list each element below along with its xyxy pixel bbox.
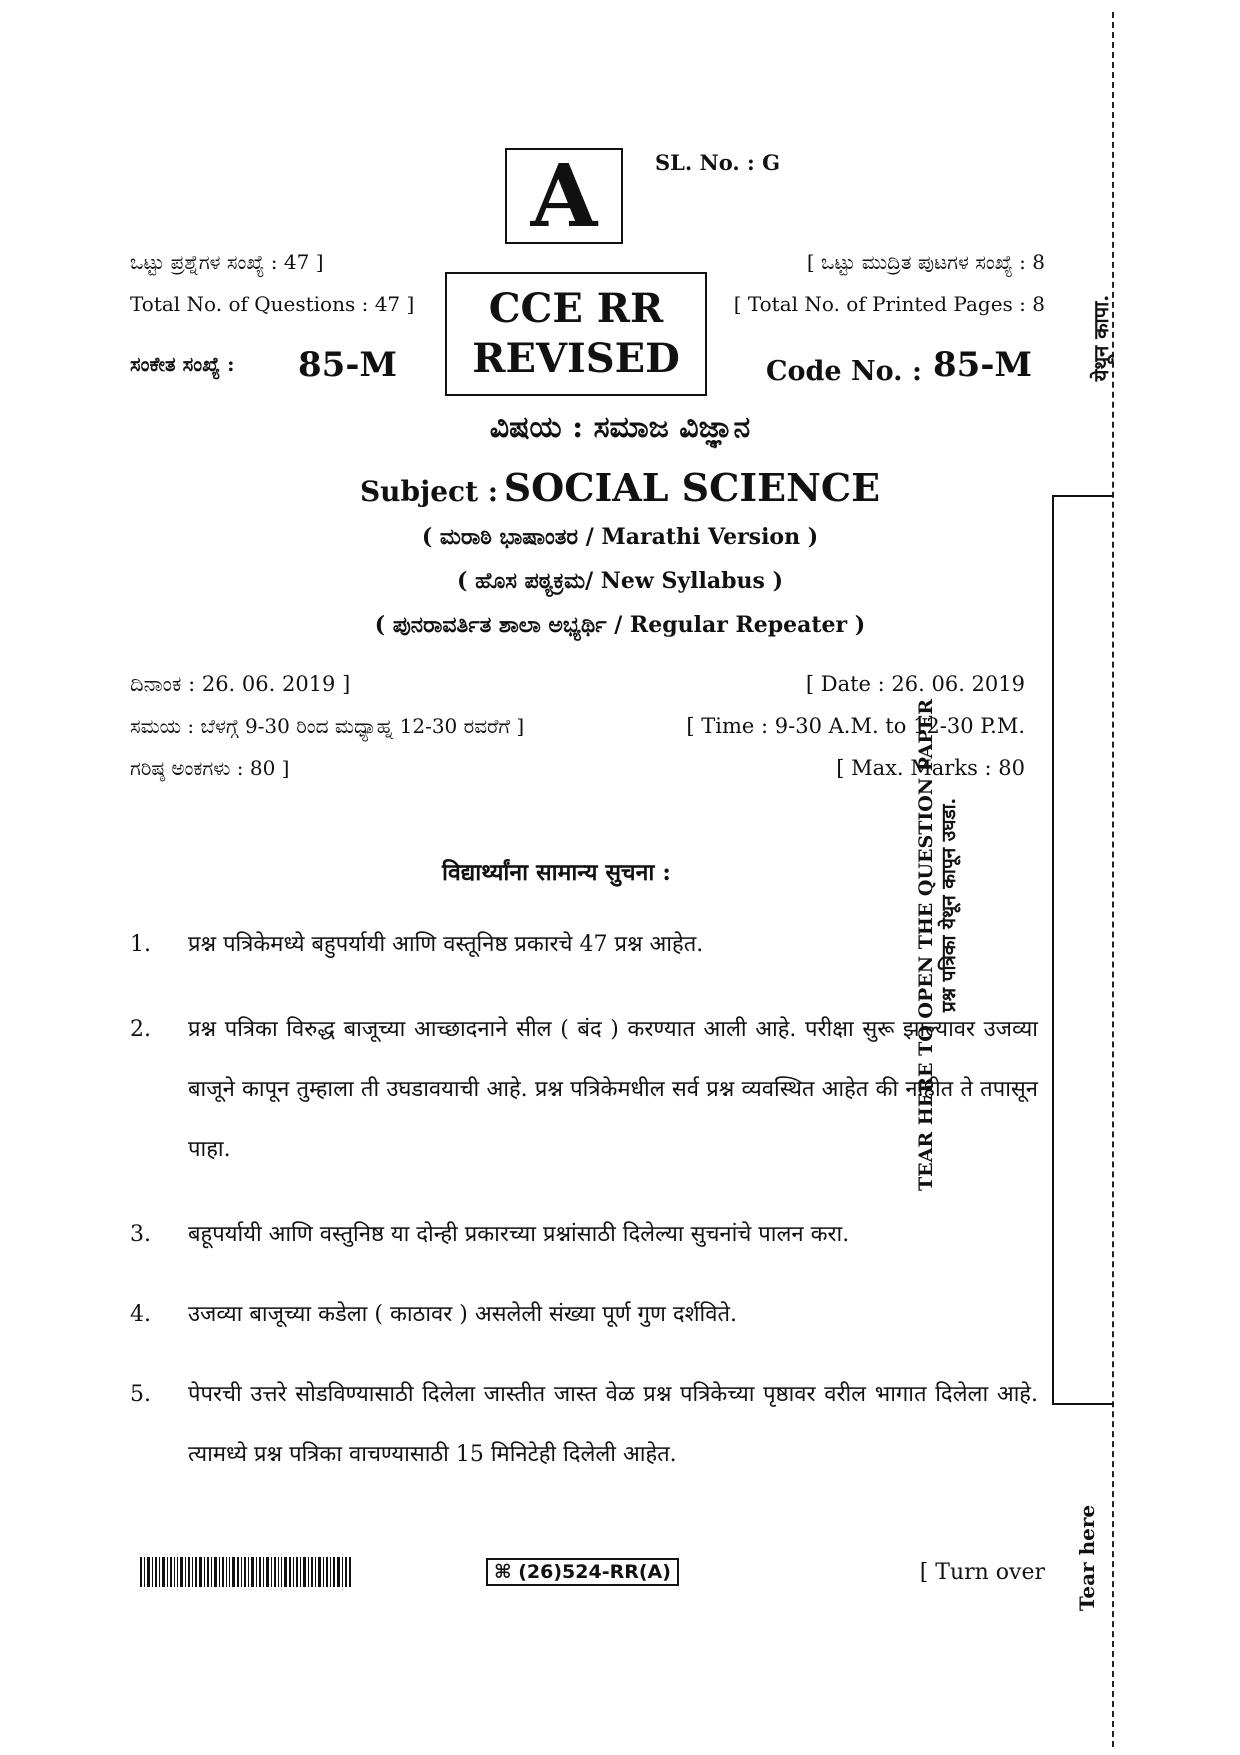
version-letter: A bbox=[530, 145, 598, 247]
instruction-number: 2. bbox=[130, 1017, 151, 1042]
instruction-item bbox=[130, 1000, 1040, 1180]
kn-date: ದಿನಾಂಕ : 26. 06. 2019 ] bbox=[130, 672, 351, 696]
en-total-pages: [ Total No. of Printed Pages : 8 bbox=[733, 292, 1045, 316]
cut-here-top-text: येथून कापा. bbox=[1089, 294, 1113, 382]
en-time: [ Time : 9-30 A.M. to 12-30 P.M. bbox=[686, 714, 1025, 738]
kn-total-pages: [ ಒಟ್ಟು ಮುದ್ರಿತ ಪುಟಗಳ ಸಂಖ್ಯೆ : 8 bbox=[806, 250, 1045, 274]
version-letter-box bbox=[505, 145, 623, 247]
subject-value: SOCIAL SCIENCE bbox=[503, 465, 881, 510]
instruction-text: उजव्या बाजूच्या कडेला ( काठावर ) असलेली संख्या पूर्ण गुण दर्शविते. bbox=[188, 1302, 738, 1327]
candidate-line: ( ಪುನರಾವರ್ತಿತ ಶಾಲಾ ಅಭ್ಯರ್ಥಿ / Regular Repeater ) bbox=[374, 612, 866, 638]
instruction-number: 5. bbox=[130, 1382, 151, 1407]
instruction-item bbox=[130, 1285, 1040, 1345]
en-code-value: 85-M bbox=[933, 345, 1033, 385]
instruction-text: पेपरची उत्तरे सोडविण्यासाठी दिलेला जास्तीत जास्त वेळ प्रश्न पत्रिकेच्या पृष्ठावर वरील भागात दिलेला आहे. त्यामध्ये प्रश्न पत्रिका वाचण्यासाठी 15 मिनिटेही दिलेली आहेत. bbox=[188, 1382, 1038, 1467]
en-code-label: Code No. : bbox=[766, 356, 922, 387]
kn-time: ಸಮಯ : ಬೆಳಗ್ಗೆ 9-30 ರಿಂದ ಮಧ್ಯಾಹ್ನ 12-30 ರವರೆಗೆ ] bbox=[130, 714, 525, 738]
syllabus-line: ( ಹೊಸ ಪಠ್ಯಕ್ರಮ/ New Syllabus ) bbox=[457, 568, 783, 594]
instruction-item bbox=[130, 915, 1040, 975]
paper-code: ⌘ (26)524-RR(A) bbox=[486, 1558, 679, 1586]
subject-label: Subject : bbox=[359, 475, 499, 508]
serial-number: SL. No. : G bbox=[655, 150, 781, 175]
cce-rr-revised-box bbox=[445, 272, 707, 396]
tear-instruction-en: TEAR HERE TO OPEN THE QUESTION PAPER bbox=[915, 699, 937, 1191]
kn-subject-title: ವಿಷಯ : ಸಮಾಜ ವಿಜ್ಞಾನ bbox=[489, 410, 751, 445]
kn-marks: ಗರಿಷ್ಠ ಅಂಕಗಳು : 80 ] bbox=[130, 756, 290, 780]
tear-instruction-mr: प्रश्न पत्रिका येथून कापून उघडा. bbox=[938, 797, 960, 1013]
instruction-number: 1. bbox=[130, 932, 151, 957]
en-date: [ Date : 26. 06. 2019 bbox=[805, 672, 1025, 696]
instruction-text: प्रश्न पत्रिका विरुद्ध बाजूच्या आच्छादनाने सील ( बंद ) करण्यात आली आहे. परीक्षा सुरू झाल्यावर उजव्या बाजूने कापून तुम्हाला ती उघडावयाची आहे. प्रश्न पत्रिकेमधील सर्व प्रश्न व्यवस्थित आहेत की नाहीत ते तपासून पाहा. bbox=[188, 1017, 1038, 1162]
cce-line1: CCE RR bbox=[488, 285, 664, 332]
instructions-heading: विद्यार्थ्यांना सामान्य सुचना : bbox=[442, 859, 671, 886]
turn-over: [ Turn over bbox=[919, 1560, 1045, 1585]
instruction-text: बहूपर्यायी आणि वस्तुनिष्ठ या दोन्ही प्रकारच्या प्रश्नांसाठी दिलेल्या सुचनांचे पालन करा. bbox=[188, 1222, 850, 1247]
version-line: ( ಮರಾಠಿ ಭಾಷಾಂತರ / Marathi Version ) bbox=[421, 524, 819, 550]
kn-code-label: ಸಂಕೇತ ಸಂಖ್ಯೆ : bbox=[130, 352, 235, 376]
instruction-item bbox=[130, 1205, 1040, 1265]
instruction-item bbox=[130, 1365, 1040, 1485]
barcode-image bbox=[140, 1557, 352, 1587]
tear-instruction-box bbox=[1052, 495, 1114, 1405]
kn-total-questions: ಒಟ್ಟು ಪ್ರಶ್ನೆಗಳ ಸಂಖ್ಯೆ : 47 ] bbox=[130, 250, 324, 274]
instruction-number: 3. bbox=[130, 1222, 151, 1247]
kn-code-value: 85-M bbox=[298, 345, 398, 385]
cce-line2: REVISED bbox=[472, 335, 680, 382]
instruction-number: 4. bbox=[130, 1302, 151, 1327]
en-total-questions: Total No. of Questions : 47 ] bbox=[130, 292, 415, 316]
en-marks: [ Max. Marks : 80 bbox=[836, 756, 1025, 780]
instruction-text: प्रश्न पत्रिकेमध्ये बहुपर्यायी आणि वस्तूनिष्ठ प्रकारचे 47 प्रश्न आहेत. bbox=[188, 932, 704, 957]
tear-here-label: Tear here bbox=[1075, 1504, 1099, 1612]
